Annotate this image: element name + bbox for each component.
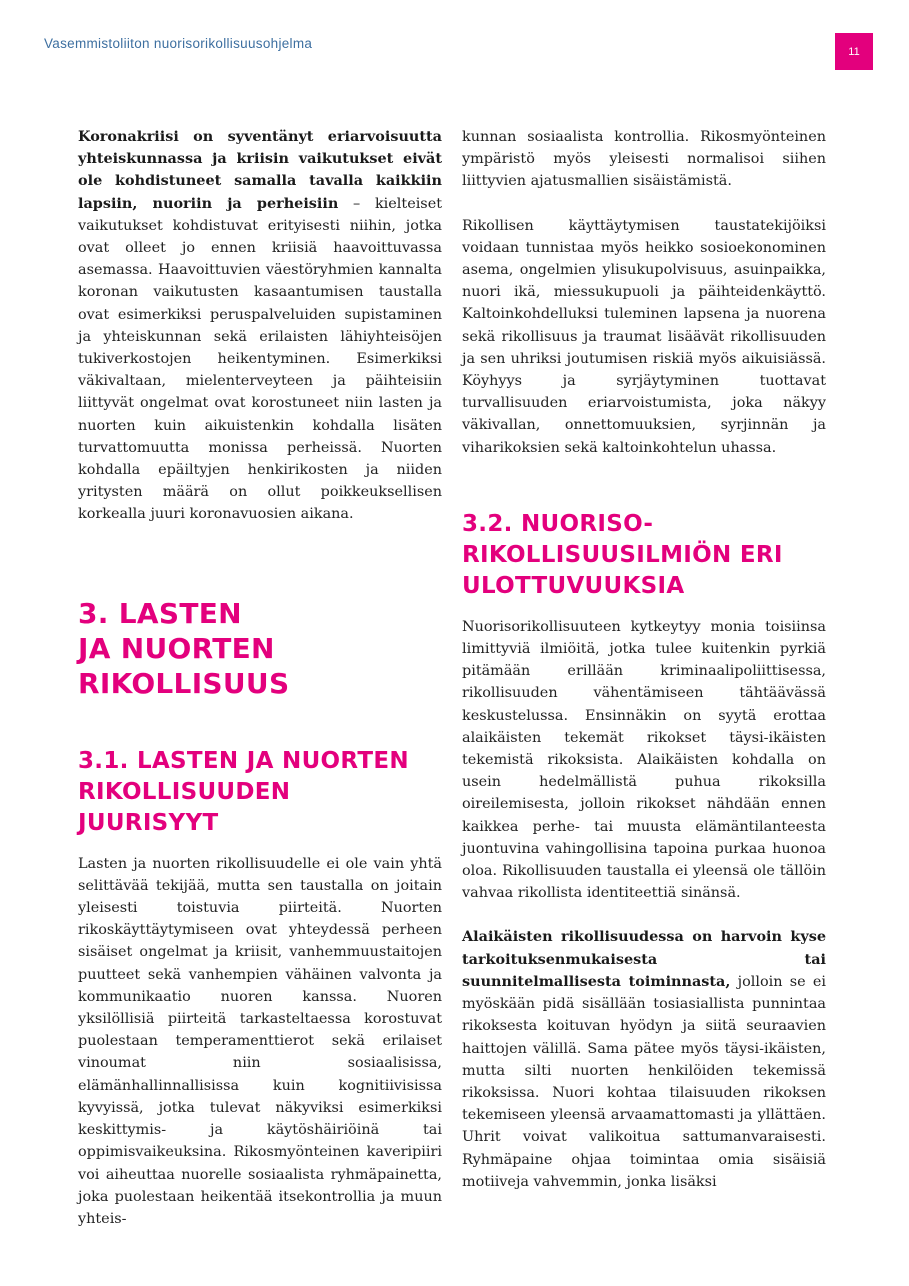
chapter-heading	[78, 596, 442, 701]
section-heading-3-1	[78, 746, 442, 839]
chapter-heading-line: JA NUORTEN	[78, 631, 275, 665]
minors-crime-bold-text: Alaikäisten rikollisuudessa on harvoin kyse tarkoituksenmukaisesta tai suunnitelmallisesta toiminnasta,	[462, 928, 826, 990]
background-factors-paragraph: Rikollisen käyttäytymisen taustatekijöiksi voidaan tunnistaa myös heikko sosioekonominen asema, ongelmien ylisukupolvisuus, asuinpaikka, nuori ikä, miessukupuoli ja päihteidenkäyttö. Kaltoinkohdelluksi tuleminen lapsena ja nuorena sekä rikollisuus ja traumat lisäävät rikollisuuden ja sen uhriksi joutumisen riskiä myös aikuisiässä. Köyhyys ja syrjäytyminen tuottavat turvallisuuden eriarvoistumista, joka näkyy väkivallan, onnettomuuksien, syrjinnän ja viharikoksien sekä kaltoinkohtelun uhassa.	[462, 217, 826, 456]
right-column	[462, 126, 826, 1193]
intro-rest-text: – kielteiset vaikutukset kohdistuvat erityisesti niihin, jotka ovat olleet jo ennen kriisiä haavoittuvassa asemassa. Haavoittuvien väestöryhmien kannalta koronan vaikutusten kasaantumisen taustalla ovat esimerkiksi peruspalveluiden supistaminen ja yhteiskunnan sekä erilaisten lähiyhteisöjen tukiverkostojen heikentyminen. Esimerkiksi väkivaltaan, mielenterveyteen ja päihteisiin liittyvät ongelmat ovat korostuneet niin lasten ja nuorten kuin aikuistenkin kohdalla lisäten turvattomuutta monissa perheissä. Nuorten kohdalla epäiltyjen henkirikosten ja niiden yritysten määrä on ollut poikkeuksellisen korkealla juuri koronavuosien aikana.	[78, 195, 442, 523]
left-column	[78, 126, 442, 1230]
minors-crime-paragraph	[462, 926, 826, 1192]
intro-paragraph	[78, 126, 442, 526]
page-number-badge: 11	[835, 33, 873, 70]
section-3-2-paragraph: Nuorisorikollisuuteen kytkeytyy monia toisiinsa limittyviä ilmiöitä, jotka tulee kuitenkin pyrkiä pitämään erillään kriminaalipoliittisessa, rikollisuuden vähentämiseen tähtäävässä keskustelussa. Ensinnäkin on syytä erottaa alaikäisten tekemät rikokset täysi-ikäisten tekemistä rikoksista. Alaikäisten kohdalla on usein hedelmällistä puhua rikoksilla oireilemisesta, jolloin rikokset nähdään ennen kaikkea perhe- tai muusta elämäntilanteesta juontuvina vahingollisina tapoina purkaa huonoa oloa. Rikollisuuden taustalla ei yleensä ole tällöin vahvaa rikollista identiteettiä sinänsä.	[462, 618, 826, 902]
section-heading-3-2	[462, 509, 826, 602]
chapter-heading-line: RIKOLLISUUS	[78, 666, 290, 700]
section-3-1-body: Lasten ja nuorten rikollisuudelle ei ole vain yhtä selittävää tekijää, mutta sen taustalla on joitain yleisesti toistuvia piirteitä. Nuorten rikoskäyttäytymiseen ovat yhteydessä perheen sisäiset ongelmat ja kriisit, vanhemmuustaitojen puutteet sekä vanhempien vähäinen valvonta ja kommunikaatio nuoren kanssa. Nuoren yksilöllisiä piirteitä tarkasteltaessa korostuvat puolestaan temperamenttierot sekä erilaiset vinoumat niin sosiaalisissa, elämänhallinnallisissa kuin kognitiivisissa kyvyissä, jotka tulevat näkyviksi esimerkiksi keskittymis- ja käytöshäiriöinä tai oppimisvaikeuksina. Rikosmyönteinen kaveripiiri voi aiheuttaa nuorelle sosiaalista ryhmäpainetta, joka puolestaan heikentää itsekontrollia ja muun yhteis-	[78, 855, 442, 1227]
section-heading-line: ULOTTUVUUKSIA	[462, 572, 685, 599]
chapter-heading-line: 3. LASTEN	[78, 596, 242, 630]
section-heading-line: RIKOLLISUUDEN	[78, 778, 291, 805]
intro-bold-text: Koronakriisi on syventänyt eriarvoisuutta yhteiskunnassa ja kriisin vaikutukset eivät ole kohdistuneet samalla tavalla kaikkiin lapsiin, nuoriin ja perheisiin	[78, 128, 442, 212]
section-heading-line: RIKOLLISUUSILMIÖN ERI	[462, 541, 783, 568]
document-running-title: Vasemmistoliiton nuorisorikollisuusohjelma	[44, 36, 313, 51]
section-heading-line: 3.2. NUORISO-	[462, 510, 654, 537]
minors-crime-rest-text: jolloin se ei myöskään pidä sisällään tosiasiallista punnintaa rikoksesta koituvan hyödyn ja siitä seuraavien haittojen välillä. Sama pätee myös täysi-ikäisten, mutta silti nuorten henkilöiden tekemissä rikoksissa. Nuori kohtaa tilaisuuden rikoksen tekemiseen yleensä arvaamattomasti ja yllättäen. Uhrit voivat valikoitua sattumanvaraisesti. Ryhmäpaine ohjaa toimintaa omia sisäisiä motiiveja vahvemmin, jonka lisäksi	[462, 973, 826, 1190]
section-heading-line: JUURISYYT	[78, 809, 219, 836]
section-heading-line: 3.1. LASTEN JA NUORTEN	[78, 747, 409, 774]
continued-paragraph: kunnan sosiaalista kontrollia. Rikosmyönteinen ympäristö myös yleisesti normalisoi siihen liittyvien ajatusmallien sisäistämistä.	[462, 129, 826, 190]
